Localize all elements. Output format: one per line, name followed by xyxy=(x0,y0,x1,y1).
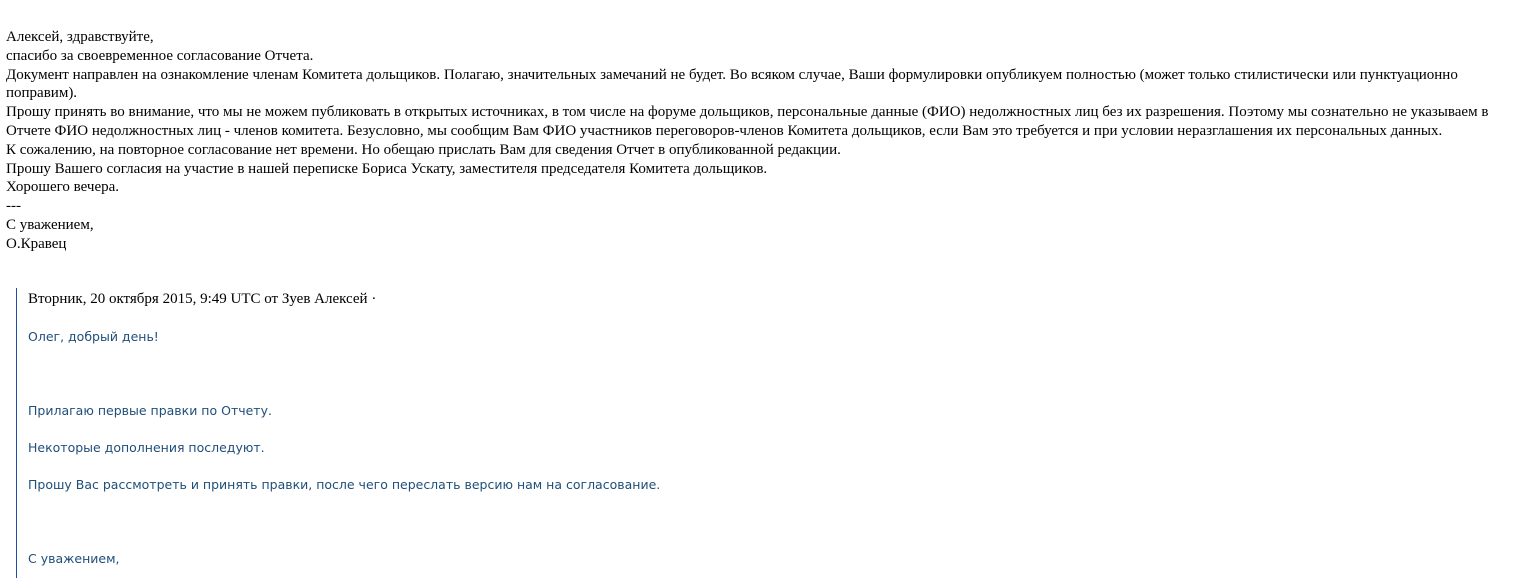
signature-regards: С уважением, xyxy=(6,216,94,233)
quote-additions-line: Некоторые дополнения последуют. xyxy=(28,440,265,455)
signature-separator: --- xyxy=(6,198,21,215)
greeting-line: Алексей, здравствуйте, xyxy=(6,29,154,45)
quote-regards: С уважением, xyxy=(28,551,120,566)
signature-name: О.Кравец xyxy=(6,235,67,252)
reply-body xyxy=(6,28,1524,254)
quoted-message xyxy=(16,288,1417,578)
quote-request-line: Прошу Вас рассмотреть и принять правки, после чего переслать версию нам на согласование. xyxy=(28,477,661,492)
quote-attachment-line: Прилагаю первые правки по Отчету. xyxy=(28,403,272,418)
thanks-line: спасибо за своевременное согласование Отчета. xyxy=(6,47,314,64)
no-time-line: К сожалению, на повторное согласование нет времени. Но обещаю прислать Вам для сведения Отчет в опубликованной редакции. xyxy=(6,141,841,158)
quote-header: Вторник, 20 октября 2015, 9:49 UTC от Зуев Алексей · xyxy=(28,291,377,307)
consent-line: Прошу Вашего согласия на участие в нашей переписке Бориса Ускату, заместителя председателя Комитета дольщиков. xyxy=(6,160,768,177)
document-paragraph: Документ направлен на ознакомление членам Комитета дольщиков. Полагаю, значительных замечаний не будет. Во всяком случае, Ваши формулировки опубликуем полностью (может только стилистически или пунктуационно поправим). xyxy=(6,66,1458,102)
evening-line: Хорошего вечера. xyxy=(6,179,120,196)
quote-greeting: Олег, добрый день! xyxy=(28,329,159,344)
privacy-paragraph: Прошу принять во внимание, что мы не можем публиковать в открытых источниках, в том числе на форуме дольщиков, персональные данные (ФИО) недолжностных лиц без их разрешения. Поэтому мы сознательно не указываем в Отчете ФИО недолжностных лиц - членов комитета. Безусловно, мы сообщим Вам ФИО участников переговоров-членов Комитета дольщиков, если Вам это требуется и при условии неразглашения их персональных данных. xyxy=(6,104,1489,139)
